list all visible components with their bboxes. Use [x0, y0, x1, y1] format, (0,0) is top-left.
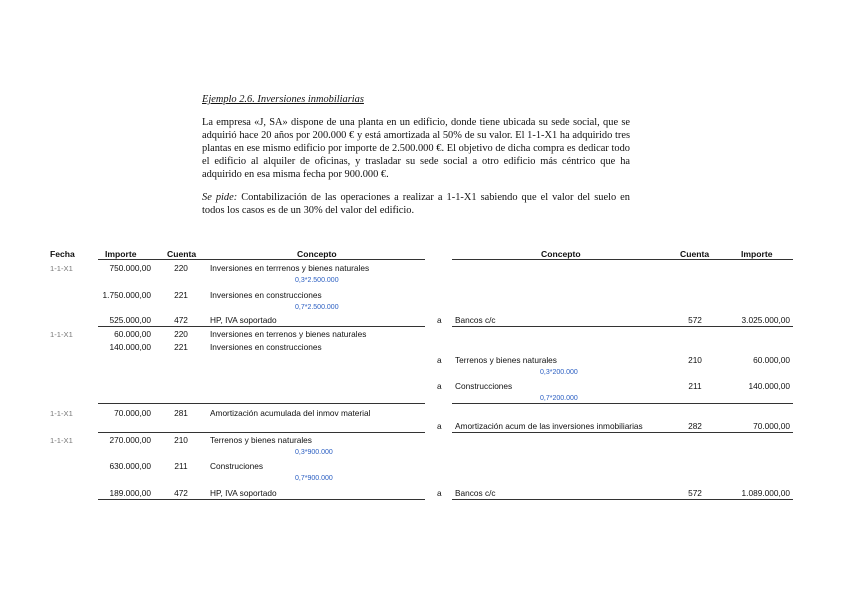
entry-rule-haber [452, 326, 793, 327]
credit-importe: 60.000,00 [753, 355, 790, 365]
debit-importe: 1.750.000,00 [102, 290, 151, 300]
debit-cuenta: 221 [174, 342, 188, 352]
debit-importe: 70.000,00 [114, 408, 151, 418]
entry-rule-haber [452, 403, 793, 404]
debit-concepto: Amortización acumulada del inmov material [210, 408, 371, 418]
credit-a-marker: a [437, 421, 442, 431]
credit-importe: 140.000,00 [748, 381, 790, 391]
debit-importe: 630.000,00 [109, 461, 151, 471]
header-importe-haber: Importe [741, 249, 773, 259]
debit-concepto: Inversiones en terrenos y bienes naturales [210, 329, 367, 339]
header-cuenta-debe: Cuenta [167, 249, 197, 259]
debit-concepto: Construciones [210, 461, 264, 471]
credit-cuenta: 282 [688, 421, 702, 431]
header-fecha: Fecha [50, 249, 75, 259]
debit-importe: 60.000,00 [114, 329, 151, 339]
entry-rule-debe [98, 403, 425, 404]
debit-cuenta: 220 [174, 329, 188, 339]
debit-cuenta: 221 [174, 290, 188, 300]
debit-calculation-note: 0,7*900.000 [295, 475, 333, 482]
credit-concepto: Terrenos y bienes naturales [455, 355, 557, 365]
header-rule-haber [452, 259, 793, 260]
credit-cuenta: 572 [688, 315, 702, 325]
entry-date: 1-1-X1 [50, 436, 73, 445]
debit-cuenta: 210 [174, 435, 188, 445]
credit-importe: 70.000,00 [753, 421, 790, 431]
entry-rule-haber [452, 499, 793, 500]
debit-calculation-note: 0,3*900.000 [295, 449, 333, 456]
debit-calculation-note: 0,3*2.500.000 [295, 277, 339, 284]
debit-cuenta: 211 [174, 461, 188, 471]
header-concepto-haber: Concepto [541, 249, 581, 259]
debit-importe: 525.000,00 [109, 315, 151, 325]
entry-rule-debe [98, 432, 425, 433]
credit-cuenta: 211 [688, 381, 702, 391]
debit-cuenta: 281 [174, 408, 188, 418]
debit-importe: 750.000,00 [109, 263, 151, 273]
credit-importe: 1.089.000,00 [741, 488, 790, 498]
entry-date: 1-1-X1 [50, 409, 73, 418]
entry-rule-haber [452, 432, 793, 433]
debit-concepto: Inversiones en terrrenos y bienes naturales [210, 263, 370, 273]
example-title: Ejemplo 2.6. Inversiones inmobiliarias [202, 94, 364, 105]
debit-concepto: HP, IVA soportado [210, 488, 277, 498]
credit-concepto: Construcciones [455, 381, 513, 391]
credit-cuenta: 572 [688, 488, 702, 498]
credit-a-marker: a [437, 355, 442, 365]
debit-concepto: HP, IVA soportado [210, 315, 277, 325]
debit-cuenta: 220 [174, 263, 188, 273]
credit-importe: 3.025.000,00 [741, 315, 790, 325]
debit-concepto: Inversiones en construcciones [210, 342, 322, 352]
debit-concepto: Inversiones en construcciones [210, 290, 322, 300]
credit-calculation-note: 0,7*200.000 [540, 395, 578, 402]
credit-a-marker: a [437, 488, 442, 498]
debit-importe: 189.000,00 [109, 488, 151, 498]
header-rule-debe [98, 259, 425, 260]
example-paragraph: La empresa «J, SA» dispone de una planta en un edificio, donde tiene ubicada su sede social, que se adquirió hace 20 años por 200.000 € y está amortizada al 50% de su valor. El 1-1-X1 ha adquirido tres plantas en ese mismo edificio por importe de 2.500.000 €. El objetivo de dicha compra es dedicar todo el edificio al alquiler de oficinas, y trasladar su sede social a otro edificio más céntrico que ha adquirido en esa misma fecha por 900.000 €. [202, 117, 630, 180]
debit-importe: 140.000,00 [109, 342, 151, 352]
credit-a-marker: a [437, 315, 442, 325]
header-importe-debe: Importe [105, 249, 137, 259]
debit-importe: 270.000,00 [109, 435, 151, 445]
debit-concepto: Terrenos y bienes naturales [210, 435, 312, 445]
credit-concepto: Bancos c/c [455, 488, 496, 498]
debit-calculation-note: 0,7*2.500.000 [295, 304, 339, 311]
header-concepto-debe: Concepto [297, 249, 337, 259]
debit-cuenta: 472 [174, 488, 188, 498]
credit-concepto: Amortización acum de las inversiones inmobiliarias [455, 421, 643, 431]
credit-a-marker: a [437, 381, 442, 391]
credit-calculation-note: 0,3*200.000 [540, 369, 578, 376]
se-pide-text: Contabilización de las operaciones a realizar a 1-1-X1 sabiendo que el valor del suelo en todos los casos es de un 30% del valor del edificio. [202, 192, 630, 216]
entry-rule-debe [98, 326, 425, 327]
entry-date: 1-1-X1 [50, 330, 73, 339]
debit-cuenta: 472 [174, 315, 188, 325]
credit-cuenta: 210 [688, 355, 702, 365]
entry-date: 1-1-X1 [50, 264, 73, 273]
se-pide-label: Se pide: [202, 192, 238, 203]
credit-concepto: Bancos c/c [455, 315, 496, 325]
header-cuenta-haber: Cuenta [680, 249, 710, 259]
entry-rule-debe [98, 499, 425, 500]
